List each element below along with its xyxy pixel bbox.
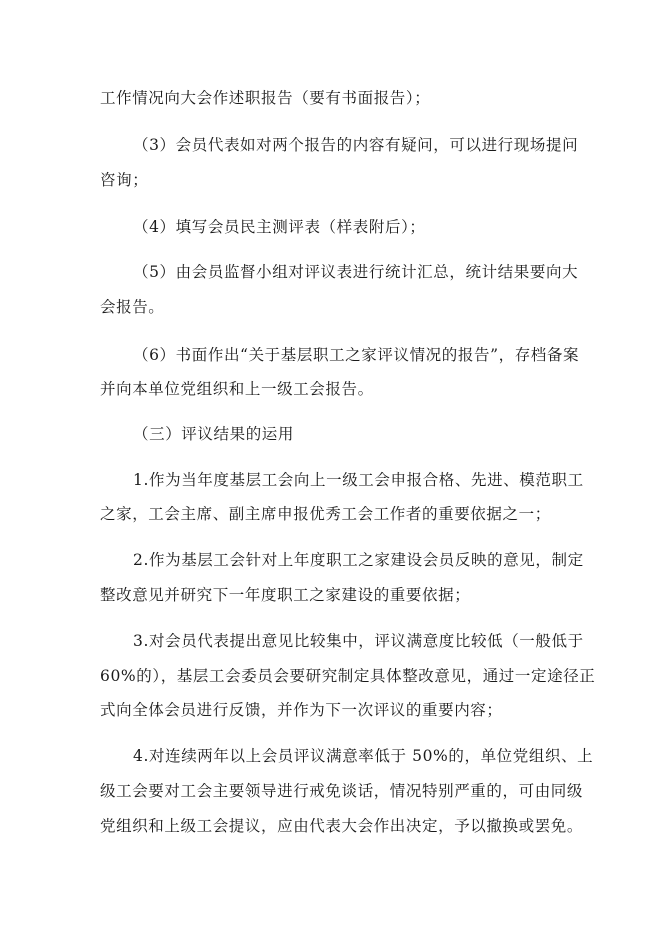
text-line: 并向本单位党组织和上一级工会报告。 [100,380,374,398]
text-line: 会报告。 [100,298,165,316]
text-line: 工作情况向大会作述职报告（要有书面报告）； [100,89,431,107]
text-line: （4）填写会员民主测评表（样表附后）； [133,218,426,236]
text-line: 4.对连续两年以上会员评议满意率低于 50%的，单位党组织、上 [133,747,594,765]
text-line: （5）由会员监督小组对评议表进行统计汇总，统计结果要向大 [133,263,579,281]
text-line: （6）书面作出“关于基层职工之家评议情况的报告”，存档备案 [133,346,580,364]
text-line: 之家，工会主席、副主席申报优秀工会工作者的重要依据之一； [100,505,551,523]
text-line: （3）会员代表如对两个报告的内容有疑问，可以进行现场提问 [133,136,579,154]
text-line: 式向全体会员进行反馈，并作为下一次评议的重要内容； [100,701,503,719]
text-line: 2.作为基层工会针对上年度职工之家建设会员反映的意见，制定 [133,551,584,569]
text-line: 60%的），基层工会委员会要研究制定具体整改意见，通过一定途径正 [100,667,596,685]
text-line: 1.作为当年度基层工会向上一级工会申报合格、先进、模范职工 [133,471,584,489]
section-heading: （三）评议结果的运用 [133,425,295,443]
text-line: 整改意见并研究下一年度职工之家建设的重要依据； [100,586,471,604]
text-line: 咨询； [100,171,149,189]
text-line: 级工会要对工会主要领导进行戒免谈话，情况特别严重的，可由同级 [100,782,584,800]
text-line: 3.对会员代表提出意见比较集中，评议满意度比较低（一般低于 [133,632,584,650]
text-line: 党组织和上级工会提议，应由代表大会作出决定，予以撤换或罢免。 [100,817,584,835]
